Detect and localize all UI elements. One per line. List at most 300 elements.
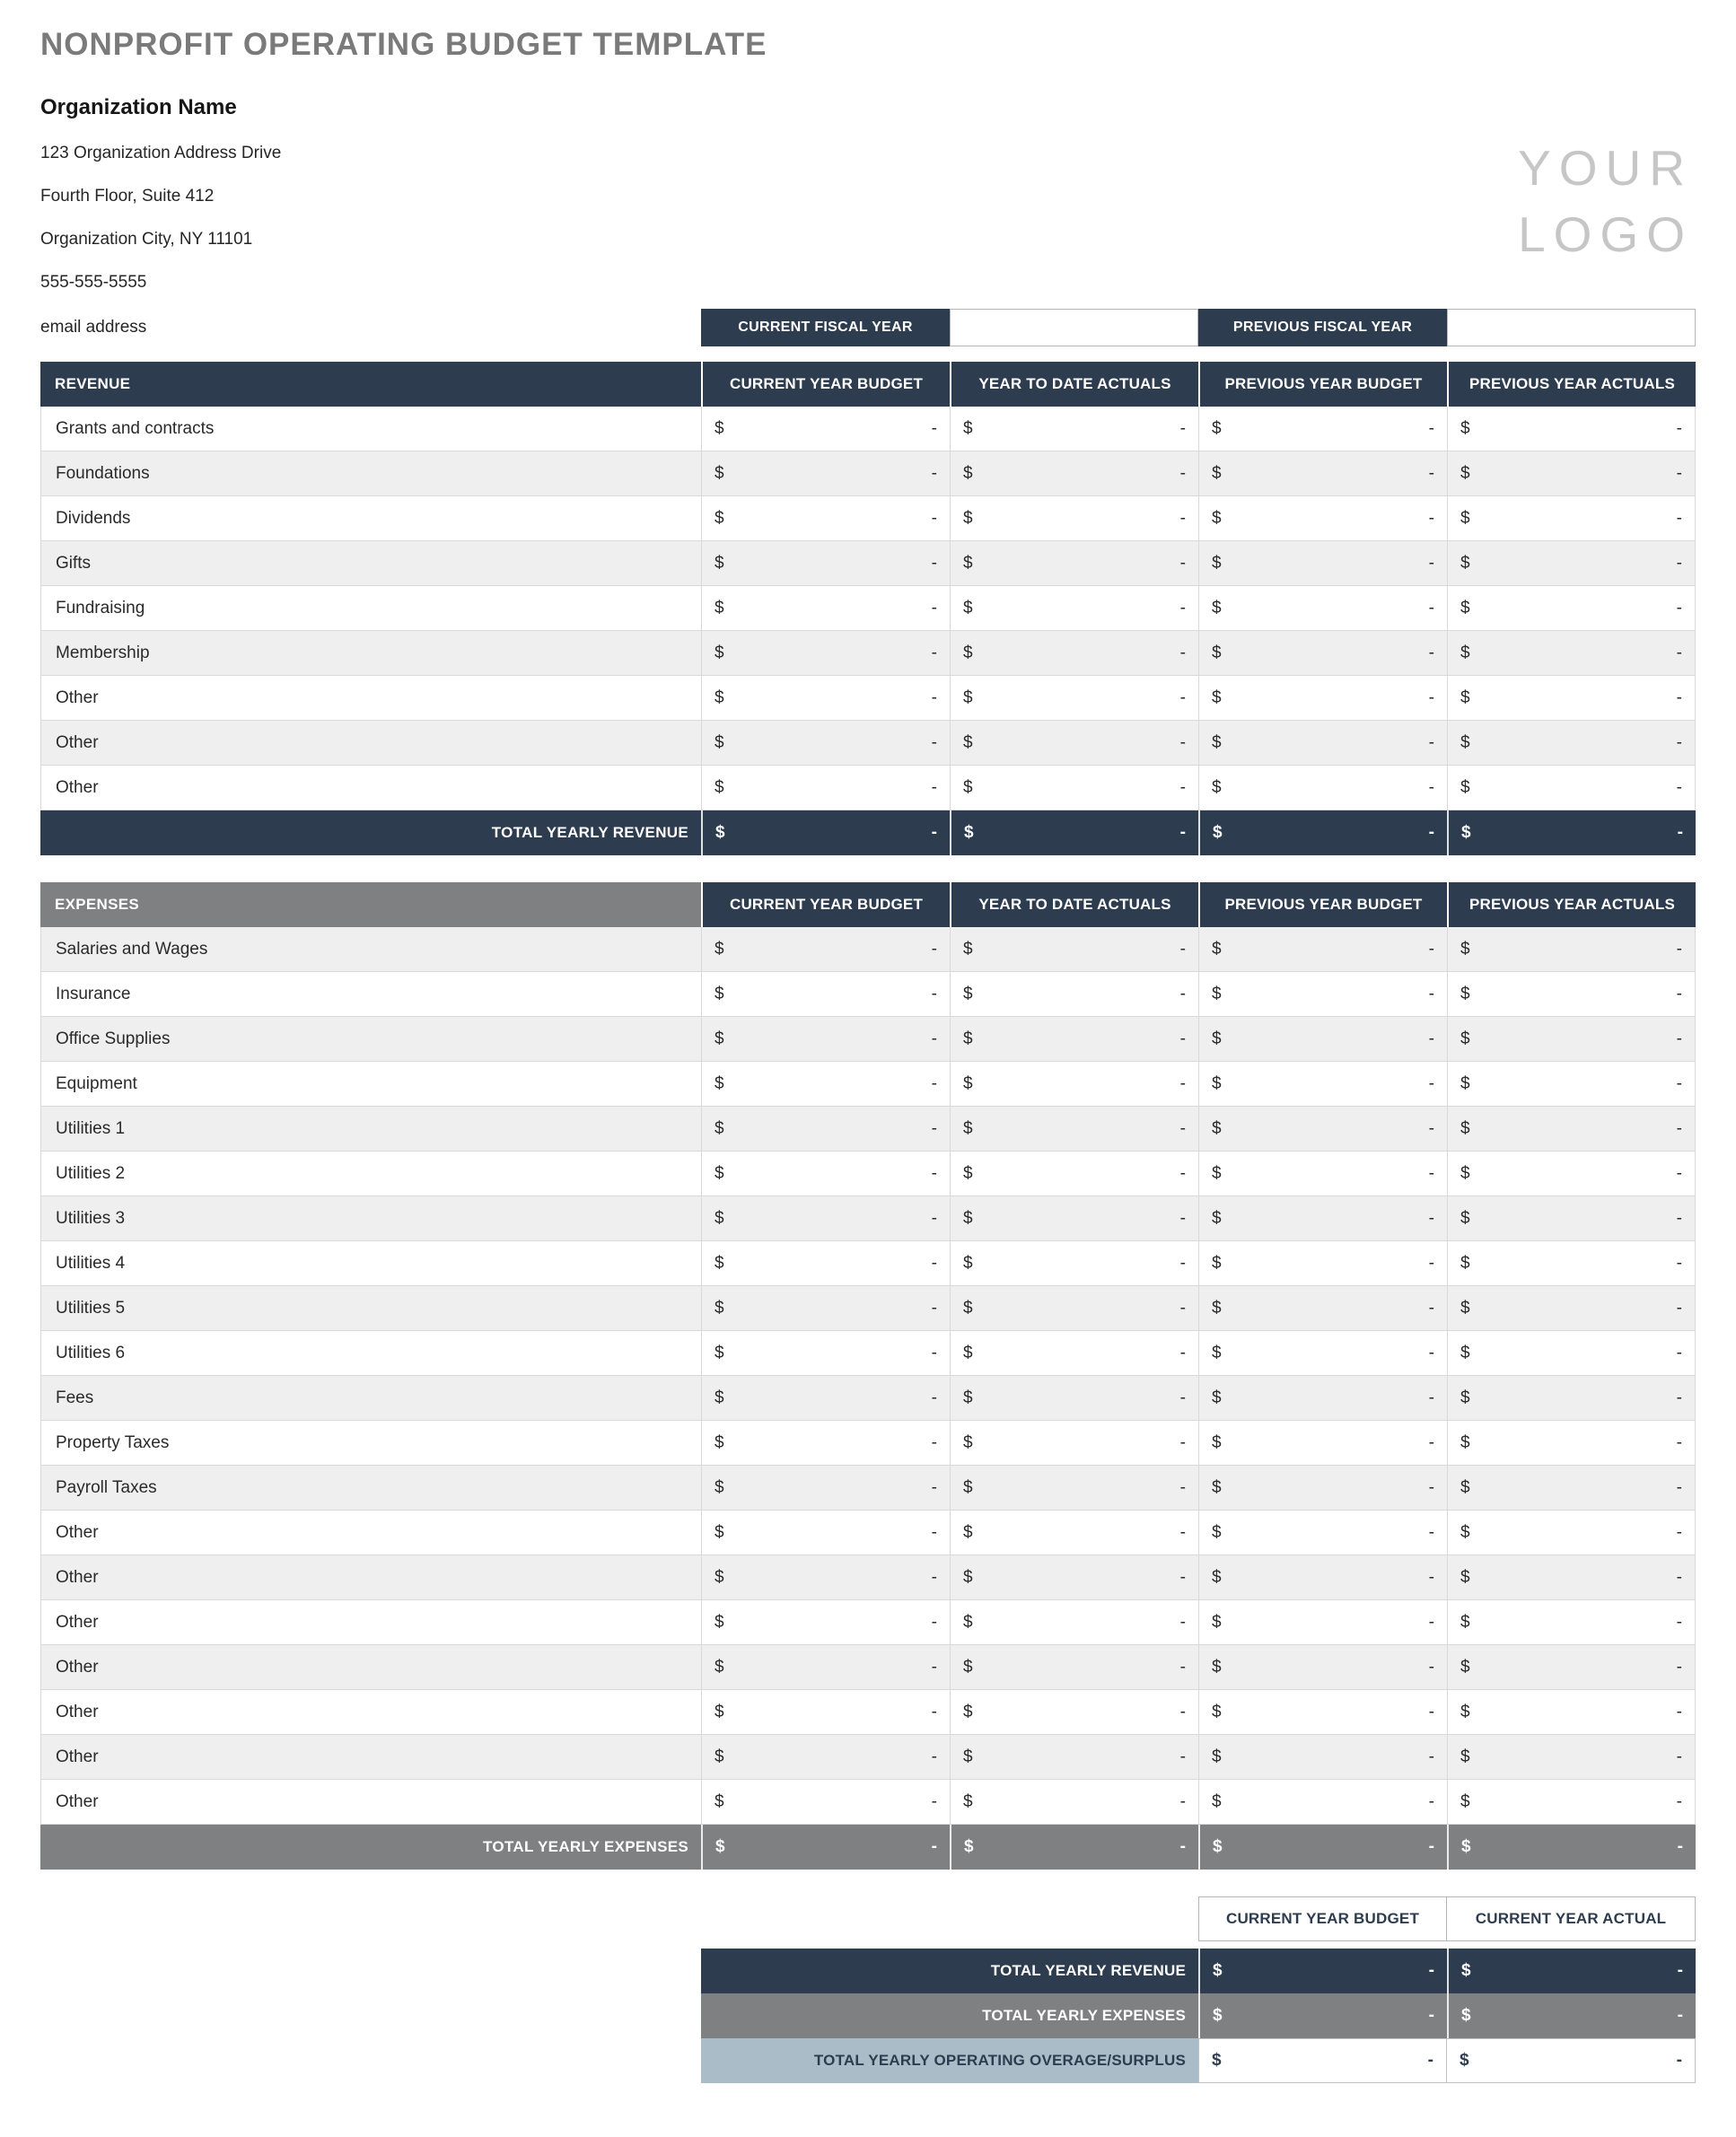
amount-cell[interactable]	[701, 586, 950, 630]
amount-cell[interactable]	[1198, 1152, 1447, 1195]
amount-cell[interactable]	[1198, 1017, 1447, 1061]
currency-symbol: $	[715, 1612, 724, 1632]
amount-cell[interactable]	[1198, 721, 1447, 765]
amount-cell[interactable]	[950, 972, 1198, 1016]
cell-value: -	[931, 823, 937, 842]
amount-cell[interactable]	[1198, 1062, 1447, 1106]
amount-cell[interactable]	[1198, 927, 1447, 971]
amount-cell[interactable]	[1198, 1241, 1447, 1285]
currency-symbol: $	[963, 1702, 973, 1721]
currency-symbol: $	[1460, 1253, 1470, 1273]
currency-symbol: $	[1213, 823, 1223, 842]
amount-cell[interactable]	[1198, 541, 1447, 585]
currency-symbol: $	[1460, 643, 1470, 662]
amount-cell[interactable]	[701, 1511, 950, 1555]
cell-value: -	[1428, 688, 1434, 707]
row-label[interactable]: Other	[40, 721, 701, 765]
currency-symbol: $	[963, 1163, 973, 1183]
cell-value: -	[1428, 823, 1434, 842]
amount-cell[interactable]	[950, 1152, 1198, 1195]
cell-value: -	[1676, 553, 1682, 573]
amount-cell[interactable]	[1447, 631, 1696, 675]
currency-symbol: $	[715, 732, 724, 752]
currency-symbol: $	[1460, 1118, 1470, 1138]
row-label[interactable]: Grants and contracts	[40, 407, 701, 451]
currency-symbol: $	[1212, 1657, 1222, 1677]
row-label[interactable]: Utilities 4	[40, 1241, 701, 1285]
amount-cell[interactable]	[950, 1690, 1198, 1734]
amount-cell[interactable]	[1447, 1331, 1696, 1375]
amount-cell[interactable]	[1447, 927, 1696, 971]
amount-cell[interactable]	[1198, 1735, 1447, 1779]
currency-symbol: $	[1212, 1791, 1222, 1811]
cell-value: -	[1179, 1388, 1186, 1407]
amount-cell[interactable]	[950, 1062, 1198, 1106]
amount-cell[interactable]	[701, 1062, 950, 1106]
cell-value: -	[1179, 1432, 1186, 1452]
currency-symbol: $	[715, 1388, 724, 1407]
amount-cell[interactable]	[1198, 1286, 1447, 1330]
cell-value: -	[1676, 1343, 1682, 1362]
amount-cell[interactable]	[1447, 721, 1696, 765]
amount-cell[interactable]	[701, 1196, 950, 1240]
currency-symbol: $	[1460, 1029, 1470, 1048]
cell-value: -	[1179, 1747, 1186, 1766]
amount-cell[interactable]	[1447, 1993, 1696, 2038]
currency-symbol: $	[1212, 1118, 1222, 1138]
current-fiscal-year-label: CURRENT FISCAL YEAR	[701, 309, 950, 346]
current-fiscal-year-input[interactable]	[950, 309, 1198, 346]
amount-cell[interactable]	[1447, 1825, 1696, 1870]
cell-value: -	[1179, 1837, 1186, 1856]
amount-cell[interactable]	[950, 451, 1198, 495]
currency-symbol: $	[1212, 1432, 1222, 1452]
expenses-header-row	[40, 882, 1696, 927]
amount-cell[interactable]	[1447, 496, 1696, 540]
amount-cell[interactable]	[1447, 1466, 1696, 1510]
organization-email[interactable]: email address	[40, 318, 147, 337]
amount-cell[interactable]	[950, 541, 1198, 585]
amount-cell[interactable]	[701, 810, 950, 855]
amount-cell[interactable]	[1198, 407, 1447, 451]
currency-symbol: $	[1212, 643, 1222, 662]
row-label[interactable]: Utilities 1	[40, 1107, 701, 1151]
amount-cell[interactable]	[701, 496, 950, 540]
cell-value: -	[1179, 1029, 1186, 1048]
column-header-previous-year-actuals: PREVIOUS YEAR ACTUALS	[1447, 882, 1696, 927]
amount-cell[interactable]	[950, 1196, 1198, 1240]
cell-value: -	[1428, 777, 1434, 797]
amount-cell[interactable]	[701, 407, 950, 451]
amount-cell[interactable]	[1447, 1286, 1696, 1330]
table-row	[40, 1107, 1696, 1152]
amount-cell[interactable]	[1198, 676, 1447, 720]
row-label[interactable]: Other	[40, 1555, 701, 1599]
cell-value: -	[1676, 1432, 1682, 1452]
currency-symbol: $	[1460, 1343, 1470, 1362]
expenses-section-header: EXPENSES	[40, 882, 701, 927]
currency-symbol: $	[963, 463, 973, 483]
cell-value: -	[1428, 508, 1434, 528]
currency-symbol: $	[963, 418, 973, 438]
amount-cell[interactable]	[950, 1825, 1198, 1870]
cell-value: -	[1428, 732, 1434, 752]
cell-value: -	[1179, 463, 1186, 483]
amount-cell[interactable]	[950, 496, 1198, 540]
amount-cell[interactable]	[950, 1107, 1198, 1151]
cell-value: -	[1428, 1163, 1434, 1183]
row-label[interactable]: Utilities 6	[40, 1331, 701, 1375]
amount-cell[interactable]	[1447, 451, 1696, 495]
cell-value: -	[1676, 1163, 1682, 1183]
amount-cell[interactable]	[1447, 586, 1696, 630]
cell-value: -	[931, 1747, 937, 1766]
amount-cell[interactable]	[1198, 1825, 1447, 1870]
amount-cell[interactable]	[701, 541, 950, 585]
amount-cell[interactable]	[950, 766, 1198, 810]
amount-cell[interactable]	[950, 1466, 1198, 1510]
amount-cell[interactable]	[1447, 1780, 1696, 1824]
cell-value: -	[931, 1567, 937, 1587]
organization-phone[interactable]: 555-555-5555	[40, 273, 147, 292]
row-label[interactable]: Utilities 3	[40, 1196, 701, 1240]
row-label[interactable]: Equipment	[40, 1062, 701, 1106]
cell-value: -	[1677, 2006, 1683, 2025]
row-label[interactable]: Other	[40, 1780, 701, 1824]
amount-cell[interactable]	[1447, 1645, 1696, 1689]
amount-cell[interactable]	[701, 1555, 950, 1599]
amount-cell[interactable]	[701, 721, 950, 765]
cell-value: -	[931, 1073, 937, 1093]
amount-cell[interactable]	[950, 1511, 1198, 1555]
amount-cell[interactable]	[1198, 1780, 1447, 1824]
row-label[interactable]: Office Supplies	[40, 1017, 701, 1061]
amount-cell[interactable]	[950, 1241, 1198, 1285]
amount-cell[interactable]	[950, 810, 1198, 855]
amount-cell[interactable]	[1198, 631, 1447, 675]
amount-cell[interactable]	[950, 1017, 1198, 1061]
cell-value: -	[1179, 508, 1186, 528]
row-label[interactable]: Other	[40, 676, 701, 720]
revenue-table	[40, 362, 1696, 855]
amount-cell[interactable]	[950, 1376, 1198, 1420]
row-label[interactable]: Other	[40, 1735, 701, 1779]
amount-cell[interactable]	[950, 676, 1198, 720]
table-row	[40, 631, 1696, 676]
cell-value: -	[931, 1791, 937, 1811]
cell-value: -	[1179, 598, 1186, 617]
currency-symbol: $	[1460, 1702, 1470, 1721]
row-label[interactable]: Other	[40, 1511, 701, 1555]
row-label[interactable]: Property Taxes	[40, 1421, 701, 1465]
currency-symbol: $	[715, 1791, 724, 1811]
amount-cell[interactable]	[701, 1107, 950, 1151]
cell-value: -	[1428, 1029, 1434, 1048]
currency-symbol: $	[1460, 598, 1470, 617]
amount-cell[interactable]	[1447, 972, 1696, 1016]
row-label[interactable]: Insurance	[40, 972, 701, 1016]
table-row	[40, 586, 1696, 631]
amount-cell[interactable]	[950, 1600, 1198, 1644]
amount-cell[interactable]	[701, 1780, 950, 1824]
amount-cell[interactable]	[1447, 1152, 1696, 1195]
amount-cell[interactable]	[1447, 1949, 1696, 1993]
currency-symbol: $	[1213, 2006, 1223, 2025]
cell-value: -	[931, 1702, 937, 1721]
amount-cell[interactable]	[1447, 1062, 1696, 1106]
cell-value: -	[1428, 1612, 1434, 1632]
cell-value: -	[1428, 1747, 1434, 1766]
amount-cell[interactable]	[1198, 1993, 1447, 2038]
amount-cell[interactable]	[701, 1286, 950, 1330]
cell-value: -	[931, 1388, 937, 1407]
currency-symbol: $	[963, 984, 973, 1003]
cell-value: -	[1428, 598, 1434, 617]
cell-value: -	[1428, 1388, 1434, 1407]
amount-cell[interactable]	[701, 972, 950, 1016]
amount-cell[interactable]	[1447, 766, 1696, 810]
summary-body	[701, 1949, 1696, 2083]
cell-value: -	[1676, 598, 1682, 617]
amount-cell[interactable]	[1447, 1555, 1696, 1599]
table-row	[40, 1466, 1696, 1511]
amount-cell[interactable]	[1198, 1331, 1447, 1375]
amount-cell[interactable]	[1447, 810, 1696, 855]
currency-symbol: $	[715, 939, 724, 959]
cell-value: -	[931, 463, 937, 483]
page-title: NONPROFIT OPERATING BUDGET TEMPLATE	[40, 27, 767, 62]
currency-symbol: $	[963, 1612, 973, 1632]
currency-symbol: $	[1212, 418, 1222, 438]
cell-value: -	[1428, 1208, 1434, 1228]
amount-cell[interactable]	[1198, 1600, 1447, 1644]
currency-symbol: $	[963, 1073, 973, 1093]
amount-cell[interactable]	[1447, 1690, 1696, 1734]
amount-cell[interactable]	[701, 676, 950, 720]
organization-address-line-2[interactable]: Fourth Floor, Suite 412	[40, 187, 215, 206]
amount-cell[interactable]	[1198, 810, 1447, 855]
amount-cell[interactable]	[1447, 1735, 1696, 1779]
amount-cell[interactable]	[1198, 1107, 1447, 1151]
cell-value: -	[931, 1477, 937, 1497]
amount-cell[interactable]	[1447, 1107, 1696, 1151]
amount-cell[interactable]	[950, 1735, 1198, 1779]
amount-cell[interactable]	[950, 1645, 1198, 1689]
row-label[interactable]: Other	[40, 1690, 701, 1734]
cell-value: -	[931, 688, 937, 707]
currency-symbol: $	[1212, 553, 1222, 573]
row-label[interactable]: Utilities 2	[40, 1152, 701, 1195]
amount-cell[interactable]	[1198, 1376, 1447, 1420]
row-label[interactable]: Other	[40, 766, 701, 810]
currency-symbol: $	[963, 732, 973, 752]
amount-cell[interactable]	[1447, 1241, 1696, 1285]
row-label[interactable]: Payroll Taxes	[40, 1466, 701, 1510]
cell-value: -	[1179, 777, 1186, 797]
cell-value: -	[1676, 1522, 1682, 1542]
cell-value: -	[1428, 1118, 1434, 1138]
amount-cell[interactable]	[701, 1421, 950, 1465]
summary-row	[701, 2038, 1696, 2083]
amount-cell[interactable]	[950, 1421, 1198, 1465]
cell-value: -	[1428, 1343, 1434, 1362]
table-row	[40, 1421, 1696, 1466]
amount-cell[interactable]	[1198, 451, 1447, 495]
row-label[interactable]: Fundraising	[40, 586, 701, 630]
amount-cell[interactable]	[1198, 766, 1447, 810]
amount-cell[interactable]	[1447, 1017, 1696, 1061]
cell-value: -	[1428, 1567, 1434, 1587]
cell-value: -	[1676, 777, 1682, 797]
amount-cell[interactable]	[1447, 1421, 1696, 1465]
table-row	[40, 1062, 1696, 1107]
currency-symbol: $	[715, 1477, 724, 1497]
currency-symbol: $	[1460, 1208, 1470, 1228]
column-header-current-year-budget: CURRENT YEAR BUDGET	[701, 362, 950, 407]
row-label[interactable]: Utilities 5	[40, 1286, 701, 1330]
row-label[interactable]: Fees	[40, 1376, 701, 1420]
amount-cell[interactable]	[1198, 2038, 1447, 2083]
cell-value: -	[1676, 1388, 1682, 1407]
cell-value: -	[1428, 418, 1434, 438]
summary-row	[701, 1993, 1696, 2038]
cell-value: -	[1428, 1961, 1434, 1980]
row-label[interactable]: Other	[40, 1600, 701, 1644]
cell-value: -	[931, 1432, 937, 1452]
currency-symbol: $	[1212, 508, 1222, 528]
amount-cell[interactable]	[701, 631, 950, 675]
cell-value: -	[931, 508, 937, 528]
amount-cell[interactable]	[950, 631, 1198, 675]
currency-symbol: $	[715, 1522, 724, 1542]
amount-cell[interactable]	[950, 407, 1198, 451]
amount-cell[interactable]	[1447, 676, 1696, 720]
cell-value: -	[1676, 1747, 1682, 1766]
amount-cell[interactable]	[1198, 1690, 1447, 1734]
revenue-header-row	[40, 362, 1696, 407]
previous-fiscal-year-input[interactable]	[1447, 309, 1696, 346]
currency-symbol: $	[1460, 1298, 1470, 1318]
amount-cell[interactable]	[701, 1017, 950, 1061]
amount-cell[interactable]	[701, 1376, 950, 1420]
amount-cell[interactable]	[950, 586, 1198, 630]
currency-symbol: $	[963, 1388, 973, 1407]
row-label[interactable]: Other	[40, 1645, 701, 1689]
cell-value: -	[1179, 1657, 1186, 1677]
currency-symbol: $	[1212, 1343, 1222, 1362]
row-label[interactable]: Membership	[40, 631, 701, 675]
amount-cell[interactable]	[701, 451, 950, 495]
cell-value: -	[1428, 1657, 1434, 1677]
amount-cell[interactable]	[1198, 972, 1447, 1016]
amount-cell[interactable]	[1198, 1421, 1447, 1465]
amount-cell[interactable]	[1198, 1555, 1447, 1599]
currency-symbol: $	[1460, 688, 1470, 707]
cell-value: -	[1179, 1208, 1186, 1228]
organization-name[interactable]: Organization Name	[40, 95, 237, 119]
amount-cell[interactable]	[1447, 1196, 1696, 1240]
row-label[interactable]: Foundations	[40, 451, 701, 495]
currency-symbol: $	[964, 823, 974, 842]
table-row	[40, 407, 1696, 451]
organization-address-line-3[interactable]: Organization City, NY 11101	[40, 230, 253, 249]
amount-cell[interactable]	[701, 1152, 950, 1195]
amount-cell[interactable]	[1198, 496, 1447, 540]
row-label[interactable]: Dividends	[40, 496, 701, 540]
row-label[interactable]: Salaries and Wages	[40, 927, 701, 971]
amount-cell[interactable]	[1447, 1376, 1696, 1420]
amount-cell[interactable]	[1447, 2038, 1696, 2083]
cell-value: -	[1676, 939, 1682, 959]
currency-symbol: $	[715, 823, 725, 842]
amount-cell[interactable]	[701, 1690, 950, 1734]
currency-symbol: $	[963, 688, 973, 707]
amount-cell[interactable]	[701, 1645, 950, 1689]
cell-value: -	[1179, 1073, 1186, 1093]
row-label[interactable]: Gifts	[40, 541, 701, 585]
amount-cell[interactable]	[950, 1780, 1198, 1824]
amount-cell[interactable]	[950, 1555, 1198, 1599]
currency-symbol: $	[715, 1567, 724, 1587]
revenue-body	[40, 407, 1696, 810]
amount-cell[interactable]	[701, 1825, 950, 1870]
cell-value: -	[931, 1657, 937, 1677]
amount-cell[interactable]	[1198, 1645, 1447, 1689]
amount-cell[interactable]	[701, 1466, 950, 1510]
amount-cell[interactable]	[701, 927, 950, 971]
organization-address-line-1[interactable]: 123 Organization Address Drive	[40, 144, 282, 162]
column-header-current-year-budget: CURRENT YEAR BUDGET	[701, 882, 950, 927]
amount-cell[interactable]	[950, 721, 1198, 765]
amount-cell[interactable]	[950, 1331, 1198, 1375]
cell-value: -	[1179, 1253, 1186, 1273]
cell-value: -	[931, 732, 937, 752]
amount-cell[interactable]	[1198, 1511, 1447, 1555]
amount-cell[interactable]	[1198, 1466, 1447, 1510]
amount-cell[interactable]	[1447, 541, 1696, 585]
amount-cell[interactable]	[1198, 586, 1447, 630]
expenses-total-label: TOTAL YEARLY EXPENSES	[483, 1838, 688, 1855]
cell-value: -	[1428, 1791, 1434, 1811]
amount-cell[interactable]	[701, 766, 950, 810]
currency-symbol: $	[715, 1657, 724, 1677]
table-row	[40, 1017, 1696, 1062]
amount-cell[interactable]	[1447, 407, 1696, 451]
cell-value: -	[1428, 1432, 1434, 1452]
amount-cell[interactable]	[950, 927, 1198, 971]
currency-symbol: $	[1460, 984, 1470, 1003]
cell-value: -	[1179, 984, 1186, 1003]
amount-cell[interactable]	[701, 1600, 950, 1644]
currency-symbol: $	[963, 1747, 973, 1766]
amount-cell[interactable]	[1447, 1600, 1696, 1644]
cell-value: -	[931, 1298, 937, 1318]
summary-header-spacer	[701, 1896, 1198, 1941]
currency-symbol: $	[715, 418, 724, 438]
summary-row-label: TOTAL YEARLY REVENUE	[701, 1949, 1198, 1993]
cell-value: -	[1428, 1253, 1434, 1273]
amount-cell[interactable]	[1447, 1511, 1696, 1555]
amount-cell[interactable]	[950, 1286, 1198, 1330]
amount-cell[interactable]	[701, 1241, 950, 1285]
cell-value: -	[1179, 732, 1186, 752]
amount-cell[interactable]	[1198, 1196, 1447, 1240]
amount-cell[interactable]	[701, 1331, 950, 1375]
amount-cell[interactable]	[1198, 1949, 1447, 1993]
amount-cell[interactable]	[701, 1735, 950, 1779]
currency-symbol: $	[963, 553, 973, 573]
currency-symbol: $	[1461, 2006, 1471, 2025]
